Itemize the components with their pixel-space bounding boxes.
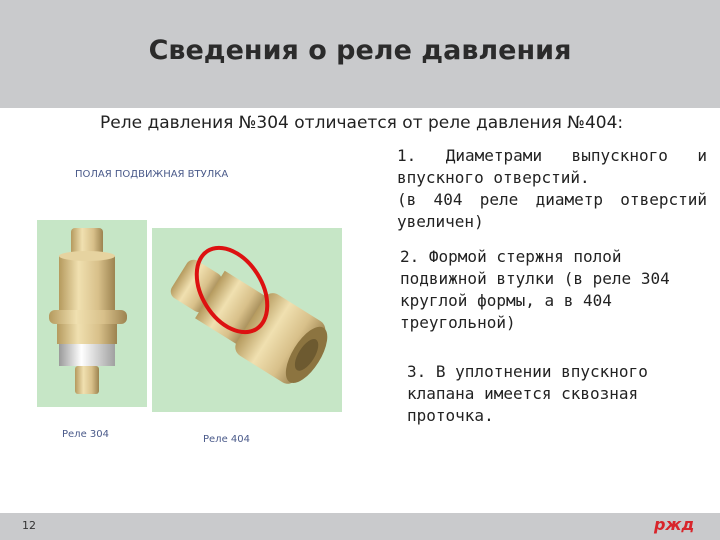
point-1-line-1: 1. Диаметрами выпускного и впускного отверстий. xyxy=(397,146,707,187)
relay-304-caption: Реле 304 xyxy=(62,429,109,440)
relay-404-image xyxy=(152,228,342,412)
slide-subtitle: Реле давления №304 отличается от реле давления №404: xyxy=(100,113,624,133)
svg-text:ржд: ржд xyxy=(654,515,695,534)
point-2: 2. Формой стержня полой подвижной втулки (в реле 304 круглой формы, а в 404 треугольной) xyxy=(400,247,670,332)
footer-band xyxy=(0,513,720,540)
page-number: 12 xyxy=(22,519,36,532)
slide-title: Сведения о реле давления xyxy=(148,35,572,66)
point-1-line-2: (в 404 реле диаметр отверстий увеличен) xyxy=(397,190,707,231)
point-3: 3. В уплотнении впускного клапана имеется сквозная проточка. xyxy=(407,362,648,425)
rzd-logo-icon xyxy=(652,513,698,535)
hollow-bushing-label: ПОЛАЯ ПОДВИЖНАЯ ВТУЛКА xyxy=(75,169,229,180)
relay-404-caption: Реле 404 xyxy=(203,434,250,445)
relay-304-image xyxy=(37,220,147,407)
point-1 xyxy=(397,145,707,233)
